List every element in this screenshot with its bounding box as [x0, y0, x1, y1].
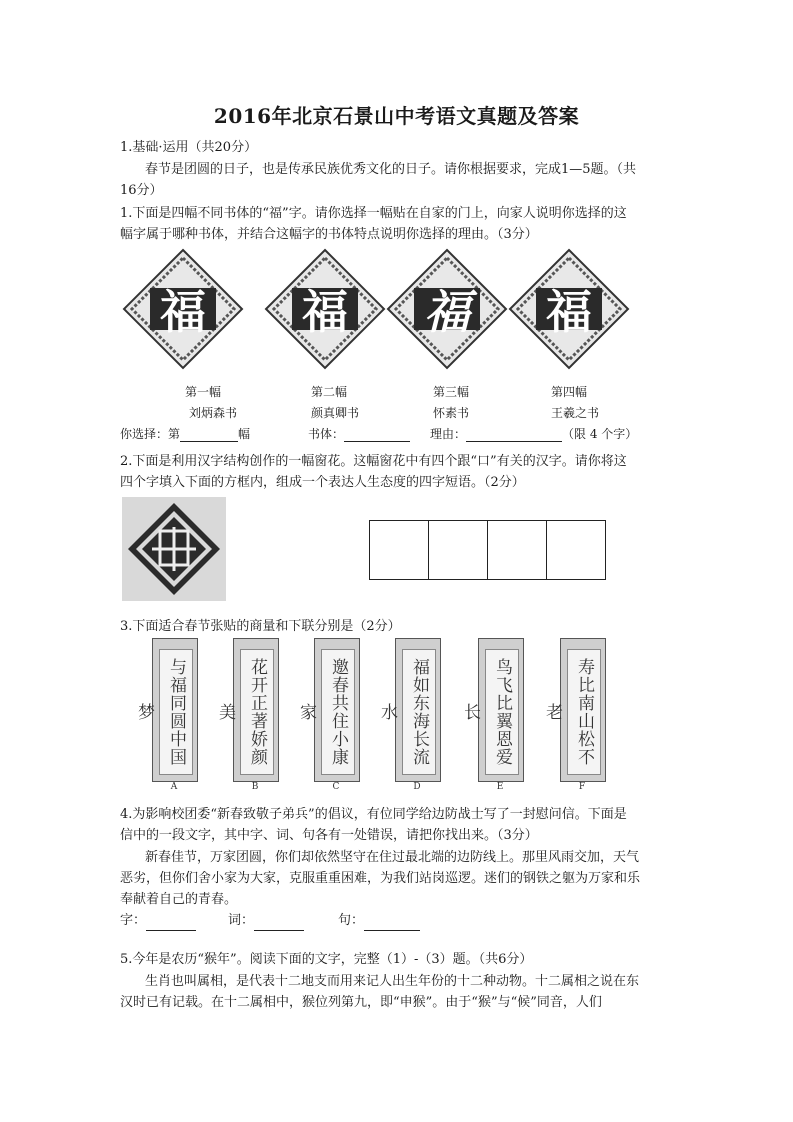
answer-boxes	[369, 520, 609, 578]
couplet-e	[460, 638, 524, 782]
answer-ju-label: 句：	[338, 913, 365, 928]
couplet-text: 邀春共住小康家	[321, 649, 355, 775]
q4-text-line2: 信中的一段文字，其中字、词、句各有一处错误，请把你找出来。（3分）	[120, 828, 538, 843]
q4-text-line1: 4.为影响校团委“新春致敬子弟兵”的倡议，有位同学给边防战士写了一封慰问信。下面是	[120, 807, 627, 822]
q3-text-line1: 3.下面适合春节张贴的商量和下联分别是（2分）	[120, 619, 401, 634]
fu-label-1: 第一幅	[184, 385, 221, 399]
q5-para-line2: 汉时已有记载。在十二属相中，猴位列第九，即“申猴”。由于“猴”与“候”同音，人们	[120, 995, 602, 1010]
answer-box-1[interactable]	[369, 520, 429, 580]
couplet-f	[542, 638, 606, 782]
fu-glyph: 福	[424, 285, 470, 339]
fu-character-images	[122, 248, 672, 378]
answer-ci-label: 词：	[228, 913, 255, 928]
couplet-a	[134, 638, 198, 782]
couplet-letter-c: C	[332, 782, 340, 792]
fu-author-1: 刘炳森书	[188, 406, 237, 420]
answer-zi-label: 字：	[120, 913, 147, 928]
answer-box-4[interactable]	[546, 520, 606, 580]
section-intro-line2: 16分）	[120, 183, 163, 198]
window-flower-icon	[122, 497, 226, 601]
fu-image-3	[386, 248, 508, 370]
answer-box-2[interactable]	[428, 520, 488, 580]
answer-font-label: 书体：	[308, 427, 345, 441]
couplet-letter-a: A	[170, 782, 178, 792]
couplet-letter-d: D	[413, 782, 421, 792]
section-heading: 1.基础·运用（共20分）	[120, 140, 258, 155]
couplet-letter-b: B	[251, 782, 259, 792]
fu-image-4	[508, 248, 630, 370]
couplet-text: 花开正著娇颜美	[240, 649, 274, 775]
fu-label-3: 第三幅	[432, 385, 469, 399]
fu-label-2: 第二幅	[310, 385, 347, 399]
answer-blank-ju[interactable]	[364, 916, 420, 931]
couplet-b	[215, 638, 279, 782]
q4-answer-ju	[338, 911, 420, 931]
fu-glyph: 福	[160, 285, 206, 339]
answer-blank-zi[interactable]	[146, 916, 196, 931]
couplet-letter-f: F	[578, 782, 586, 792]
q1-answer-font	[308, 425, 410, 442]
q5-para-line1: 生肖也叫属相，是代表十二地支而用来记人出生年份的十二种动物。十二属相之说在东	[145, 974, 640, 989]
fu-image-2	[264, 248, 386, 370]
answer-blank-number[interactable]	[180, 427, 238, 442]
fu-author-4: 王羲之书	[550, 406, 599, 420]
answer-limit: （限 4 个字）	[562, 427, 638, 441]
answer-blank-font[interactable]	[344, 427, 410, 442]
couplet-text: 福如东海长流水	[402, 649, 436, 775]
answer-blank-reason[interactable]	[466, 427, 562, 442]
q4-para-line2: 恶劣，但你们舍小家为大家，克服重重困难，为我们站岗巡逻。迷们的钢铁之躯为万家和乐	[120, 871, 641, 886]
q4-para-line1: 新春佳节，万家团圆，你们却依然坚守在住过最北端的边防线上。那里风雨交加，天气	[145, 850, 640, 865]
q4-answer-ci	[228, 911, 304, 931]
q2-text-line2: 四个字填入下面的方框内，组成一个表达人生态度的四字短语。（2分）	[120, 475, 525, 490]
answer-reason-label: 理由：	[430, 427, 467, 441]
window-flower-image	[122, 497, 226, 601]
q1-text-line2: 幅字属于哪种书体，并结合这幅字的书体特点说明你选择的理由。（3分）	[120, 227, 538, 242]
couplet-letter-e: E	[496, 782, 504, 792]
couplet-text: 鸟飞比翼恩爱长	[485, 649, 519, 775]
fu-label-4: 第四幅	[550, 385, 587, 399]
couplet-c	[296, 638, 360, 782]
answer-choose-prefix: 你选择：第	[120, 427, 181, 441]
q1-answer-choose	[120, 425, 250, 442]
couplet-text: 寿比南山松不老	[567, 649, 601, 775]
fu-glyph: 福	[302, 285, 348, 339]
page-title: 2016年北京石景山中考语文真题及答案	[213, 104, 580, 128]
fu-author-2: 颜真卿书	[310, 406, 359, 420]
q5-text-line1: 5.今年是农历“猴年”。阅读下面的文字，完整（1）-（3）题。（共6分）	[120, 952, 533, 967]
answer-box-3[interactable]	[487, 520, 547, 580]
q4-para-line3: 奉献着自己的青春。	[120, 892, 238, 907]
q2-text-line1: 2.下面是利用汉字结构创作的一幅窗花。这幅窗花中有四个跟“口”有关的汉字。请你将这	[120, 454, 627, 469]
answer-blank-ci[interactable]	[254, 916, 304, 931]
q4-answer-zi	[120, 911, 196, 931]
q1-text-line1: 1.下面是四幅不同书体的“福”字。请你选择一幅贴在自家的门上，向家人说明你选择的这	[120, 206, 627, 221]
section-intro-line1: 春节是团圆的日子，也是传承民族优秀文化的日子。请你根据要求，完成1—5题。（共	[145, 162, 637, 177]
couplet-d	[377, 638, 441, 782]
fu-glyph: 福	[546, 285, 592, 339]
couplet-text: 与福同圆中国梦	[159, 649, 193, 775]
fu-image-1	[122, 248, 244, 370]
q1-answer-reason	[430, 425, 637, 442]
answer-choose-suffix: 幅	[238, 427, 251, 441]
fu-author-3: 怀素书	[432, 406, 469, 420]
